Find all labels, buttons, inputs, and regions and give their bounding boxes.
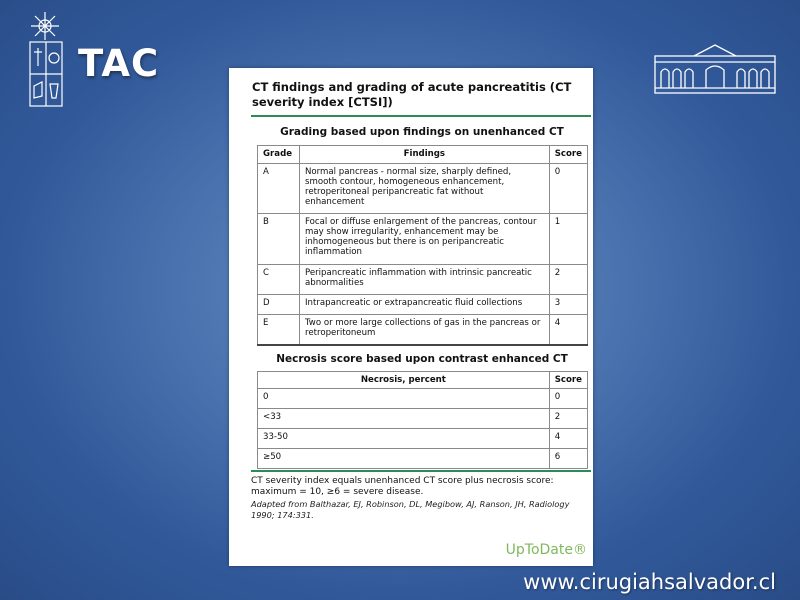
finding-cell: Normal pancreas - normal size, sharply defined, smooth contour, homogeneous enhancement, retroperitoneal peripancreatic fat without enhancement	[299, 164, 549, 214]
finding-cell: Focal or diffuse enlargement of the pancreas, contour may show irregularity, enhancement may be inhomogeneous but there is on peripancreatic inflammation	[299, 214, 549, 265]
uptodate-logo: UpToDate®	[505, 542, 587, 558]
grade-cell: B	[258, 214, 300, 265]
necrosis-cell: ≥50	[258, 449, 550, 469]
severity-note: CT severity index equals unenhanced CT score plus necrosis score: maximum = 10, ≥6 = severe disease.	[251, 476, 554, 497]
score-cell: 4	[549, 429, 587, 449]
score-cell: 0	[549, 389, 587, 409]
citation: Adapted from Balthazar, EJ, Robinson, DL, Megibow, AJ, Ranson, JH, Radiology 1990; 174:331.	[251, 499, 570, 520]
section1-heading: Grading based upon findings on unenhanced CT	[280, 126, 564, 138]
table-row	[258, 214, 588, 265]
necrosis-table	[257, 371, 588, 469]
column-header-grade: Grade	[258, 146, 300, 164]
necrosis-cell: 33-50	[258, 429, 550, 449]
table-row	[258, 389, 588, 409]
table-row	[258, 429, 588, 449]
table-row	[258, 265, 588, 295]
grading-table	[257, 145, 588, 346]
score-cell: 2	[549, 265, 587, 295]
table-header-row	[258, 372, 588, 389]
table-row	[258, 164, 588, 214]
grade-cell: E	[258, 315, 300, 345]
score-cell: 1	[549, 214, 587, 265]
university-crest-icon	[25, 10, 75, 110]
column-header-score: Score	[549, 372, 587, 389]
table-row	[258, 315, 588, 345]
necrosis-cell: <33	[258, 409, 550, 429]
accent-rule-top	[251, 115, 591, 117]
footer-url: www.cirugiahsalvador.cl	[523, 570, 776, 594]
column-header-necrosis: Necrosis, percent	[258, 372, 550, 389]
score-cell: 0	[549, 164, 587, 214]
table-row	[258, 449, 588, 469]
score-cell: 2	[549, 409, 587, 429]
table-header-row	[258, 146, 588, 164]
column-header-score: Score	[549, 146, 587, 164]
finding-cell: Intrapancreatic or extrapancreatic fluid collections	[299, 295, 549, 315]
table-row	[258, 295, 588, 315]
finding-cell: Two or more large collections of gas in the pancreas or retroperitoneum	[299, 315, 549, 345]
document-image	[229, 68, 593, 566]
table-row	[258, 409, 588, 429]
finding-cell: Peripancreatic inflammation with intrinsic pancreatic abnormalities	[299, 265, 549, 295]
grade-cell: C	[258, 265, 300, 295]
score-cell: 4	[549, 315, 587, 345]
accent-rule-bottom	[251, 470, 591, 472]
score-cell: 3	[549, 295, 587, 315]
column-header-findings: Findings	[299, 146, 549, 164]
grade-cell: A	[258, 164, 300, 214]
grade-cell: D	[258, 295, 300, 315]
hospital-building-icon	[654, 42, 776, 94]
slide-title: TAC	[78, 42, 160, 85]
necrosis-cell: 0	[258, 389, 550, 409]
document-title: CT findings and grading of acute pancreatitis (CT severity index [CTSI])	[252, 80, 572, 109]
score-cell: 6	[549, 449, 587, 469]
section2-heading: Necrosis score based upon contrast enhanced CT	[276, 353, 568, 365]
